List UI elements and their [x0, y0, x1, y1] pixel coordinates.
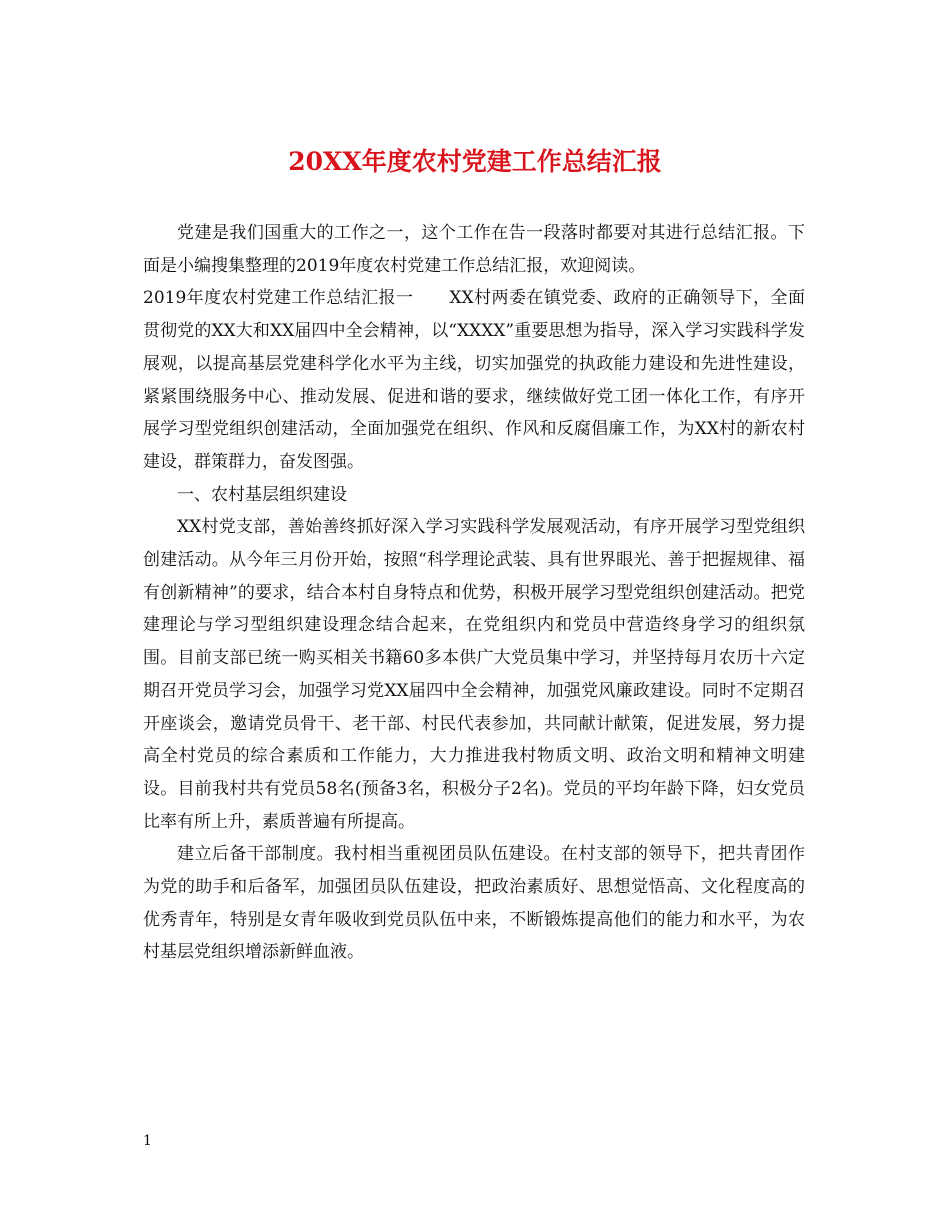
document-body	[143, 217, 805, 969]
report-heading: 2019年度农村党建工作总结汇报一	[143, 288, 414, 309]
section-paragraph: 建立后备干部制度。我村相当重视团员队伍建设。在村支部的领导下，把共青团作为党的助手和后备军，加强团员队伍建设，把政治素质好、思想觉悟高、文化程度高的优秀青年，特别是女青年吸收到党员队伍中来，不断锻炼提高他们的能力和水平，为农村基层党组织增添新鲜血液。	[143, 844, 805, 963]
report-intro-text: XX村两委在镇党委、政府的正确领导下，全面贯彻党的XX大和XX届四中全会精神，以“XXXX”重要思想为指导，深入学习实践科学发展观，以提高基层党建科学化水平为主线，切实加强党的执政能力建设和先进性建设，紧紧围绕服务中心、推动发展、促进和谐的要求，继续做好党工团一体化工作，有序开展学习型党组织创建活动，全面加强党在组织、作风和反腐倡廉工作，为XX村的新农村建设，群策群力，奋发图强。	[143, 288, 805, 472]
section-heading: 一、农村基层组织建设	[177, 484, 347, 505]
document-title: 20XX年度农村党建工作总结汇报	[288, 147, 662, 176]
section-paragraph: XX村党支部，善始善终抓好深入学习实践科学发展观活动，有序开展学习型党组织创建活动。从今年三月份开始，按照“科学理论武装、具有世界眼光、善于把握规律、福有创新精神”的要求，结合本村自身特点和优势，积极开展学习型党组织创建活动。把党建理论与学习型组织建设理念结合起来，在党组织内和党员中营造终身学习的组织氛围。目前支部已统一购买相关书籍60多本供广大党员集中学习，并坚持每月农历十六定期召开党员学习会，加强学习党XX届四中全会精神，加强党风廉政建设。同时不定期召开座谈会，邀请党员骨干、老干部、村民代表参加，共同献计献策，促进发展，努力提高全村党员的综合素质和工作能力，大力推进我村物质文明、政治文明和精神文明建设。目前我村共有党员58名(预备3名，积极分子2名)。党员的平均年龄下降，妇女党员比率有所上升，素质普遍有所提高。	[143, 517, 805, 832]
report-intro-paragraph	[143, 282, 805, 478]
intro-paragraph: 党建是我们国重大的工作之一，这个工作在告一段落时都要对其进行总结汇报。下面是小编搜集整理的2019年度农村党建工作总结汇报，欢迎阅读。	[143, 223, 805, 276]
page-number: 1	[143, 1133, 152, 1149]
